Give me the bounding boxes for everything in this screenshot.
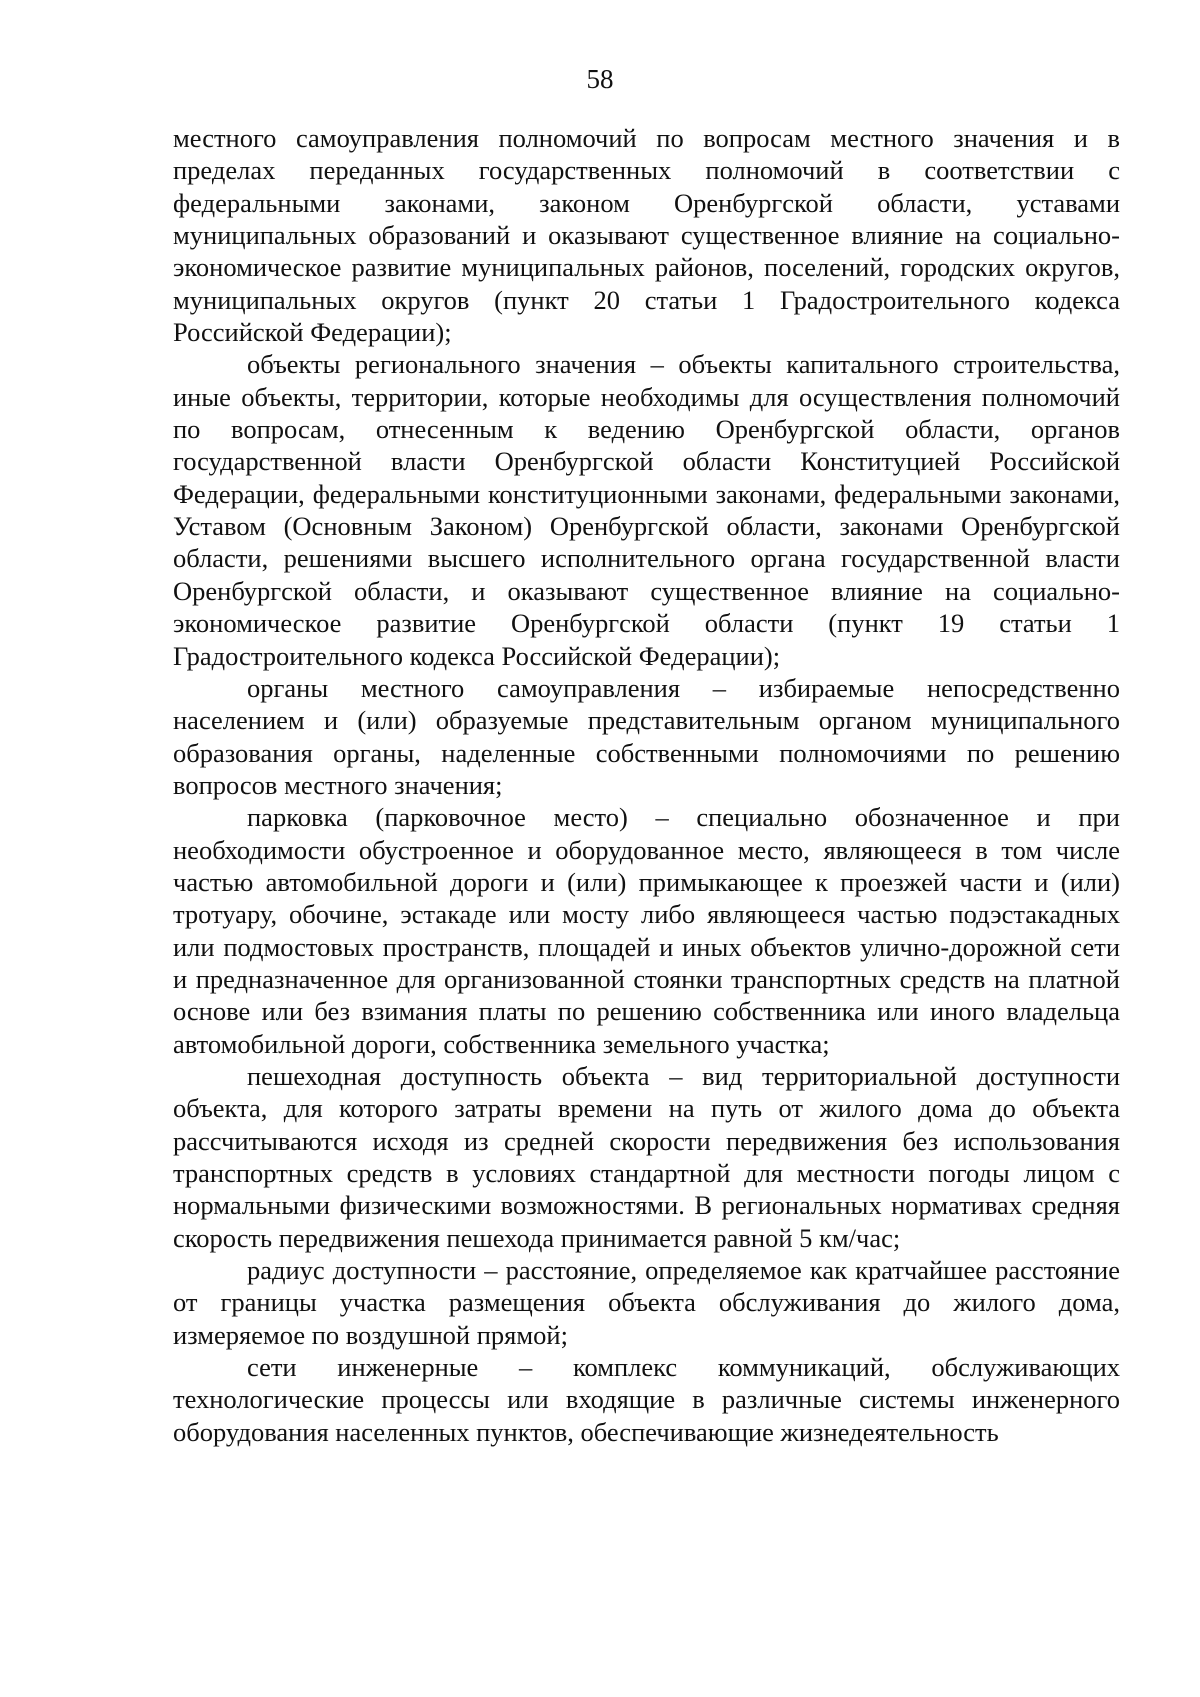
paragraph-pedestrian-accessibility: пешеходная доступность объекта – вид территориальной доступности объекта, для которого затраты времени на путь от жилого дома до объекта рассчитываются исходя из средней скорости передвижения без использования транспортных средств в условиях стандартной для местности погоды лицом с нормальными физическими возможностями. В региональных нормативах средняя скорость передвижения пешехода принимается равной 5 км/час;	[173, 1060, 1120, 1253]
paragraph-continuation: местного самоуправления полномочий по вопросам местного значения и в пределах переданных государственных полномочий в соответствии с федеральными законами, законом Оренбургской области, уставами муниципальных образований и оказывают существенное влияние на социально-экономическое развитие муниципальных районов, поселений, городских округов, муниципальных округов (пункт 20 статьи 1 Градостроительного кодекса Российской Федерации);	[173, 123, 1120, 348]
page-number: 58	[586, 64, 614, 94]
body-text	[173, 122, 1120, 1448]
paragraph-regional-objects: объекты регионального значения – объекты капитального строительства, иные объекты, территории, которые необходимы для осуществления полномочий по вопросам, отнесенным к ведению Оренбургской области, органов государственной власти Оренбургской области Конституцией Российской Федерации, федеральными конституционными законами, федеральными законами, Уставом (Основным Законом) Оренбургской области, законами Оренбургской области, решениями высшего исполнительного органа государственной власти Оренбургской области, и оказывают существенное влияние на социально-экономическое развитие Оренбургской области (пункт 19 статьи 1 Градостроительного кодекса Российской Федерации);	[173, 349, 1120, 671]
paragraph-local-government-bodies: органы местного самоуправления – избираемые непосредственно населением и (или) образуемые представительным органом муниципального образования органы, наделенные собственными полномочиями по решению вопросов местного значения;	[173, 672, 1120, 800]
paragraph-parking: парковка (парковочное место) – специально обозначенное и при необходимости обустроенное и оборудованное место, являющееся в том числе частью автомобильной дороги и (или) примыкающее к проезжей части и (или) тротуару, обочине, эстакаде или мосту либо являющееся частью подэстакадных или подмостовых пространств, площадей и иных объектов улично-дорожной сети и предназначенное для организованной стоянки транспортных средств на платной основе или без взимания платы по решению собственника или иного владельца автомобильной дороги, собственника земельного участка;	[173, 802, 1120, 1059]
paragraph-accessibility-radius: радиус доступности – расстояние, определяемое как кратчайшее расстояние от границы участка размещения объекта обслуживания до жилого дома, измеряемое по воздушной прямой;	[173, 1255, 1120, 1350]
paragraph-engineering-networks: сети инженерные – комплекс коммуникаций, обслуживающих технологические процессы или входящие в различные системы инженерного оборудования населенных пунктов, обеспечивающие жизнедеятельность	[173, 1352, 1120, 1447]
